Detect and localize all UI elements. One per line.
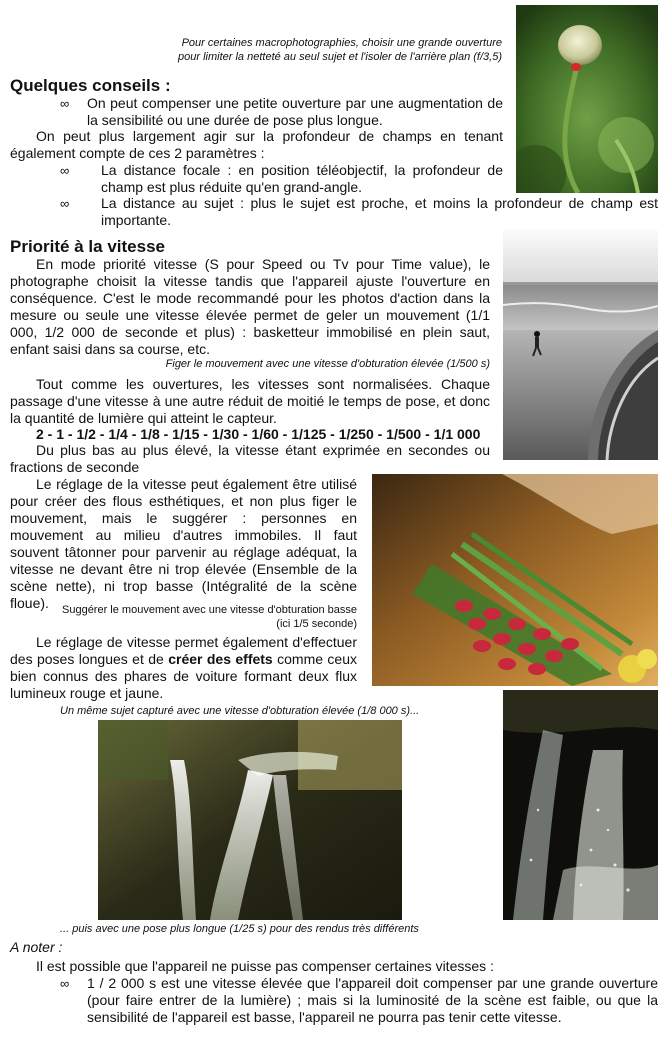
note-heading: A noter : — [10, 939, 63, 955]
speed-paragraph-1: En mode priorité vitesse (S pour Speed ou Tv pour Time value), le photographe choisit la vitesse tandis que l'appareil ajuste l'ouverture en conséquence. C'est le mode recommandé pour les photos d'action dans la mesure ou seule une vitesse élevée permet de geler un mouvement (1/1 000, 1/2 000 de seconde et plus) : basketteur immobilisé en plein saut, enfant saisi dans sa course, etc. — [10, 256, 490, 357]
tips-intro: On peut plus largement agir sur la profondeur de champs en tenant également compte de ces 2 paramètres : — [10, 128, 503, 161]
note-paragraph: Il est possible que l'appareil ne puisse pas compenser certaines vitesses : — [36, 958, 494, 974]
tips-heading: Quelques conseils : — [10, 76, 171, 95]
waterfall-slow-caption: ... puis avec une pose plus longue (1/25 s) pour des rendus très différents — [60, 923, 419, 935]
infinity-bullet-icon: ∞ — [60, 976, 70, 991]
macro-caption: Pour certaines macrophotographies, choisir une grande ouverture pour limiter la netteté au seul sujet et l'isoler de l'arrière plan (f/3,5) — [178, 37, 502, 63]
tulips-motion-photo — [372, 474, 658, 686]
speed-scale: 2 - 1 - 1/2 - 1/4 - 1/8 - 1/15 - 1/30 - 1/60 - 1/125 - 1/250 - 1/500 - 1/1 000 — [36, 426, 481, 442]
beach-caption: Figer le mouvement avec une vitesse d'obturation élevée (1/500 s) — [165, 358, 490, 370]
infinity-bullet-icon: ∞ — [60, 96, 70, 111]
beach-child-photo — [503, 230, 658, 460]
speed-heading: Priorité à la vitesse — [10, 237, 165, 256]
flowers-caption: Suggérer le mouvement avec une vitesse d'obturation basse (ici 1/5 seconde) — [62, 604, 357, 630]
waterfall-fast-shutter-photo — [503, 690, 658, 920]
speed-paragraph-3: Du plus bas au plus élevé, la vitesse étant exprimée en secondes ou fractions de seconde — [10, 442, 490, 475]
macro-poppy-photo — [516, 5, 658, 193]
infinity-bullet-icon: ∞ — [60, 196, 70, 211]
waterfall-long-exposure-photo — [98, 720, 402, 920]
waterfall-fast-caption: Un même sujet capturé avec une vitesse d'obturation élevée (1/8 000 s)... — [60, 705, 420, 717]
speed-paragraph-2: Tout comme les ouvertures, les vitesses sont normalisées. Chaque passage d'une vitesse à une autre réduit de moitié le temps de pose, et donc la quantité de lumière qui atteint le capteur. — [10, 376, 490, 426]
infinity-bullet-icon: ∞ — [60, 163, 70, 178]
speed-paragraph-5: Le réglage de vitesse permet également d'effectuer des poses longues et de créer des effets comme ceux bien connus des phares de voiture formant deux flux lumineux rouge et jaune. — [10, 634, 357, 701]
speed-paragraph-4: Le réglage de la vitesse peut également être utilisé pour créer des flous esthétiques, et non plus figer le mouvement, mais le suggérer : personnes en mouvement au milieu d'autres immobiles. Il faut souvent tâtonner pour parvenir au réglage adéquat, la vitesse ne devant être ni trop élevée (Ensemble de la scène nette), ni trop basse (Intégralité de la scène floue). — [10, 476, 357, 611]
